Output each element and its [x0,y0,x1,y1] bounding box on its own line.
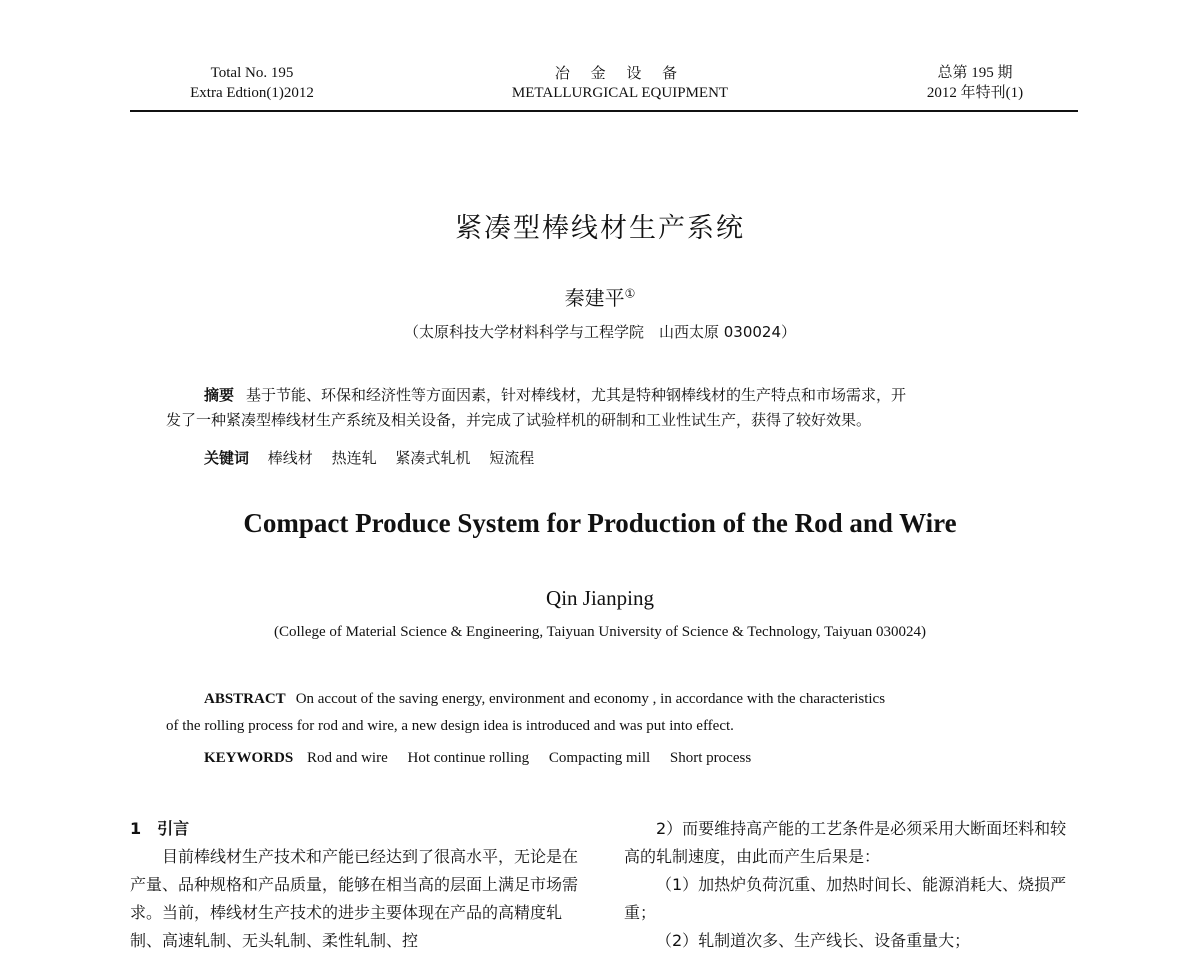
keywords-cn [204,447,548,468]
abstract-cn-text1: 基于节能、环保和经济性等方面因素，针对棒线材，尤其是特种钢棒线材的生产特点和市场需求，开 [246,386,907,404]
header-left [172,63,332,103]
keyword-en-2: Hot continue rolling [407,750,530,766]
header-edition-cn: 2012 年特刊(1) [926,85,1024,101]
keyword-cn-2: 热连轧 [331,449,377,467]
section-number: 1 [130,819,142,838]
header-center [460,63,780,103]
author-cn-name: 秦建平 [564,286,625,310]
header-edition: Extra Edtion(1)2012 [190,85,314,101]
keywords-en-label: KEYWORDS [204,750,294,766]
title-cn: 紧凑型棒线材生产系统 [455,213,745,244]
abstract-en-text1: On accout of the saving energy, environment and economy , in accordance with the characteristics [295,691,886,707]
right-paragraph-3: （2）轧制道次多、生产线长、设备重量大； [656,931,971,950]
right-paragraph-2: （1）加热炉负荷沉重、加热时间长、能源消耗大、烧损严重； [624,875,1067,922]
affiliation-en: (College of Material Science & Engineering, Taiyuan University of Science & Technology, Taiyuan 030024) [274,624,926,640]
keyword-en-4: Short process [669,750,752,766]
body-right-column [624,815,1080,955]
keyword-cn-3: 紧凑式轧机 [395,449,471,467]
section-title: 引言 [157,819,190,838]
author-cn-footnote-mark: ① [624,286,636,301]
author-cn [0,282,1200,311]
abstract-en-line1 [166,686,1056,713]
abstract-en-label: ABSTRACT [204,691,286,707]
header-right [900,63,1050,103]
abstract-en-text2: of the rolling process for rod and wire, a new design idea is introduced and was put into effect. [166,718,734,734]
abstract-en [166,686,1056,740]
keyword-cn-1: 棒线材 [267,449,313,467]
abstract-cn-text2: 发了一种紧凑型棒线材生产系统及相关设备，并完成了试验样机的研制和工业性试生产，获得了较好效果。 [166,411,872,429]
journal-name-cn: 冶 金 设 备 [554,64,686,82]
header-total-no: Total No. 195 [210,65,294,81]
intro-paragraph: 目前棒线材生产技术和产能已经达到了很高水平，无论是在产量、品种规格和产品质量，能够在相当高的层面上满足市场需求。当前，棒线材生产技术的进步主要体现在产品的高精度轧制、高速轧制、无头轧制、柔性轧制、控 [130,847,579,950]
body-left-column [130,815,590,955]
keyword-en-3: Compacting mill [548,750,651,766]
title-en: Compact Produce System for Production of the Rod and Wire [243,508,957,538]
abstract-cn [166,383,1046,433]
author-en: Qin Jianping [546,586,654,610]
right-paragraph-1: 2）而要维持高产能的工艺条件是必须采用大断面坯料和较高的轧制速度，由此而产生后果是： [624,819,1067,866]
keyword-en-1: Rod and wire [306,750,388,766]
abstract-cn-line1 [166,383,1046,408]
journal-name-en: METALLURGICAL EQUIPMENT [511,85,729,101]
abstract-cn-label: 摘要 [204,386,235,404]
section-heading [130,815,590,843]
keyword-cn-4: 短流程 [489,449,535,467]
affiliation-cn: （太原科技大学材料科学与工程学院 山西太原 030024） [403,323,797,341]
keywords-cn-label: 关键词 [204,449,250,467]
header-total-no-cn: 总第 195 期 [937,65,1013,81]
header-rule [130,110,1078,112]
keywords-en [204,750,767,767]
